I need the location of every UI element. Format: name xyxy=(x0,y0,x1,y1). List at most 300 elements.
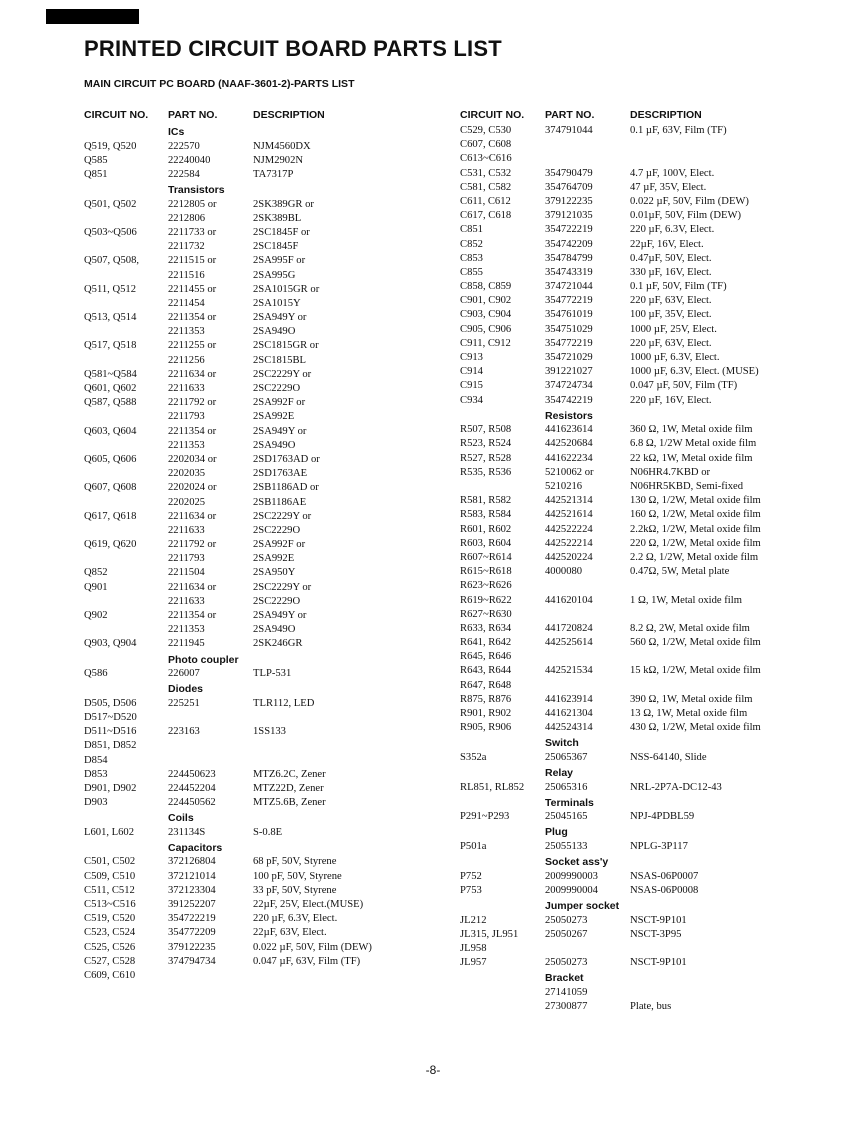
table-row xyxy=(460,452,860,466)
description-cell: 6.8 Ω, 1/2W Metal oxide film xyxy=(630,438,757,450)
section-label: Bracket xyxy=(545,972,584,985)
table-row xyxy=(460,323,860,337)
table-row xyxy=(84,453,444,467)
circuit-no-cell: Q581~Q584 xyxy=(84,368,137,380)
description-cell: 2SA992E xyxy=(253,411,295,423)
table-row xyxy=(460,152,860,166)
part-no-cell: 372121014 xyxy=(168,870,216,882)
left-column-headers xyxy=(84,106,444,124)
description-cell: 2SC2229Y or xyxy=(253,510,312,522)
part-no-cell: 2211634 or xyxy=(168,510,217,522)
part-no-cell: 354722219 xyxy=(545,224,593,236)
part-no-cell: 2211945 xyxy=(168,638,205,650)
circuit-no-cell xyxy=(460,986,545,1000)
circuit-no-cell xyxy=(84,212,168,226)
description-cell: 0.047 µF, 50V, Film (TF) xyxy=(630,380,738,392)
part-no-cell: 2211353 xyxy=(168,439,205,451)
circuit-no-cell xyxy=(84,595,168,609)
part-no-cell xyxy=(168,739,253,753)
part-no-cell: 354743319 xyxy=(545,266,593,278)
table-row xyxy=(84,870,444,884)
table-row xyxy=(460,167,860,181)
part-no-cell: 441623914 xyxy=(545,693,593,705)
part-no-cell: 354742219 xyxy=(545,394,593,406)
description-cell: NRL-2P7A-DC12-43 xyxy=(630,781,722,793)
description-cell: 0.47µF, 50V, Elect. xyxy=(630,252,712,264)
part-no-cell: 354721029 xyxy=(545,352,593,363)
description-cell: 220 µF, 6.3V, Elect. xyxy=(630,224,715,236)
table-row xyxy=(460,870,860,884)
circuit-no-cell: Q902 xyxy=(84,610,108,621)
circuit-no-cell: C527, C528 xyxy=(84,955,136,967)
right-parts-list xyxy=(460,124,860,1014)
part-no-cell: 2212806 xyxy=(168,212,206,224)
table-row xyxy=(84,410,444,424)
part-no-header: PART NO. xyxy=(168,109,218,121)
part-no-cell: 22240040 xyxy=(168,154,211,166)
table-row xyxy=(460,884,860,898)
circuit-no-cell: C858, C859 xyxy=(460,281,512,293)
table-row xyxy=(460,636,860,650)
section-label: Relay xyxy=(545,767,574,780)
table-row xyxy=(84,538,444,552)
table-row xyxy=(84,524,444,538)
part-no-cell: 2211633 xyxy=(168,595,205,607)
table-row xyxy=(460,365,860,379)
part-no-cell: 354742209 xyxy=(545,238,593,250)
description-cell: 2SC2229O xyxy=(253,383,301,394)
description-cell: 0.022 µF, 50V, Film (DEW) xyxy=(630,195,749,207)
part-no-cell xyxy=(168,711,253,725)
circuit-no-cell: P291~P293 xyxy=(460,811,510,823)
description-cell: 390 Ω, 1W, Metal oxide film xyxy=(630,693,753,705)
circuit-no-cell: R633, R634 xyxy=(460,622,512,634)
section-heading xyxy=(84,182,444,198)
description-header: DESCRIPTION xyxy=(253,109,325,121)
description-cell: 330 µF, 16V, Elect. xyxy=(630,266,712,278)
table-row xyxy=(84,926,444,940)
part-no-cell: 2211353 xyxy=(168,624,205,636)
table-row xyxy=(84,609,444,623)
page-number: -8- xyxy=(425,1063,441,1077)
part-no-cell: 2202034 or xyxy=(168,453,217,465)
description-cell: 22µF, 16V, Elect. xyxy=(630,238,704,250)
circuit-no-cell: C529, C530 xyxy=(460,125,512,136)
circuit-no-cell xyxy=(84,240,168,254)
circuit-no-cell: Q587, Q588 xyxy=(84,397,137,409)
table-row xyxy=(84,941,444,955)
part-no-cell xyxy=(545,138,630,152)
circuit-no-cell xyxy=(84,467,168,481)
circuit-no-cell xyxy=(84,325,168,339)
page-title: PRINTED CIRCUIT BOARD PARTS LIST xyxy=(84,36,502,61)
part-no-cell: 374724734 xyxy=(545,380,593,392)
part-no-cell: 2211354 or xyxy=(168,425,217,437)
description-cell: 220 µF, 63V, Elect. xyxy=(630,337,712,349)
part-no-cell: 354772219 xyxy=(545,337,593,349)
table-row xyxy=(84,269,444,283)
part-no-cell: 354761019 xyxy=(545,309,593,321)
circuit-no-cell: L601, L602 xyxy=(84,826,135,838)
description-cell: 2SC2229Y or xyxy=(253,581,312,593)
part-no-cell: 2211454 xyxy=(168,297,205,309)
section-label: Switch xyxy=(545,737,579,750)
section-spacer xyxy=(460,898,545,914)
part-no-cell: 374791044 xyxy=(545,125,593,136)
description-cell: 2SA949Y or xyxy=(253,610,307,621)
description-cell xyxy=(630,942,860,956)
left-parts-column xyxy=(84,106,444,983)
circuit-no-cell: C915 xyxy=(460,380,483,392)
description-cell: 15 kΩ, 1/2W, Metal oxide film xyxy=(630,665,761,677)
circuit-no-cell: R603, R604 xyxy=(460,537,512,549)
description-cell xyxy=(630,986,860,1000)
description-cell xyxy=(630,138,860,152)
circuit-no-cell xyxy=(84,269,168,283)
description-cell xyxy=(630,152,860,166)
section-spacer xyxy=(460,735,545,751)
description-cell xyxy=(630,650,860,664)
part-no-cell xyxy=(545,608,630,622)
circuit-no-cell: R641, R642 xyxy=(460,637,512,649)
part-no-cell: 354764709 xyxy=(545,181,593,193)
part-no-cell: 224450562 xyxy=(168,797,216,809)
circuit-no-cell: P501a xyxy=(460,840,487,852)
part-no-cell: 25055133 xyxy=(545,840,588,852)
description-cell: NJM2902N xyxy=(253,154,304,166)
description-cell: 2SK389BL xyxy=(253,212,302,224)
circuit-no-cell: P752 xyxy=(460,870,482,882)
description-cell: TA7317P xyxy=(253,168,294,180)
section-heading xyxy=(460,765,860,781)
part-no-cell: 2211515 or xyxy=(168,255,217,267)
description-cell: S-0.8E xyxy=(253,826,283,838)
part-no-cell: 372123304 xyxy=(168,884,216,896)
table-row xyxy=(84,297,444,311)
part-no-cell: 379122235 xyxy=(168,941,216,953)
description-cell: NSAS-06P0007 xyxy=(630,870,699,882)
part-no-cell: 2211633 xyxy=(168,524,205,536)
circuit-no-cell xyxy=(460,480,545,494)
circuit-no-cell: Q601, Q602 xyxy=(84,383,137,394)
table-row xyxy=(84,826,444,840)
table-row xyxy=(84,283,444,297)
circuit-no-cell: JL958 xyxy=(460,942,487,954)
part-no-cell: 442520684 xyxy=(545,438,593,450)
table-row xyxy=(84,581,444,595)
part-no-cell: 2212805 or xyxy=(168,198,217,210)
part-no-cell: 391252207 xyxy=(168,899,216,910)
circuit-no-cell: R523, R524 xyxy=(460,438,512,450)
table-row xyxy=(84,439,444,453)
circuit-no-cell xyxy=(84,410,168,424)
part-no-cell: 25050273 xyxy=(545,914,588,926)
description-cell: 2.2kΩ, 1/2W, Metal oxide film xyxy=(630,523,761,535)
description-cell: NSCT-9P101 xyxy=(630,914,687,926)
section-heading xyxy=(460,854,860,870)
part-no-cell xyxy=(168,754,253,768)
part-no-cell: 2211793 xyxy=(168,553,205,565)
table-row xyxy=(84,667,444,681)
table-row xyxy=(84,168,444,182)
table-row xyxy=(84,623,444,637)
table-row xyxy=(84,855,444,869)
description-cell: 2SC1845F or xyxy=(253,226,310,238)
section-label: Plug xyxy=(545,826,568,839)
part-no-cell: 2211255 or xyxy=(168,340,217,352)
part-no-cell: 224452204 xyxy=(168,782,216,794)
description-cell: 0.1 µF, 63V, Film (TF) xyxy=(630,125,727,136)
description-cell: 13 Ω, 1W, Metal oxide film xyxy=(630,708,748,719)
description-cell: 2SC1815GR or xyxy=(253,340,319,352)
table-row xyxy=(84,955,444,969)
circuit-no-cell: C511, C512 xyxy=(84,884,135,896)
section-heading xyxy=(84,124,444,140)
table-row xyxy=(84,240,444,254)
part-no-cell: 354751029 xyxy=(545,323,593,335)
circuit-no-cell: R601, R602 xyxy=(460,523,512,535)
part-no-cell: 374794734 xyxy=(168,955,216,967)
table-row xyxy=(84,796,444,810)
part-no-cell: 5210216 xyxy=(545,481,583,492)
part-no-cell: 372126804 xyxy=(168,856,216,868)
description-cell: 0.47Ω, 5W, Metal plate xyxy=(630,566,730,578)
circuit-no-cell xyxy=(84,552,168,566)
description-cell: 2SB1186AE xyxy=(253,496,307,508)
part-no-cell: 379121035 xyxy=(545,210,593,222)
description-cell xyxy=(253,711,443,725)
section-spacer xyxy=(460,765,545,781)
table-row xyxy=(84,467,444,481)
section-heading xyxy=(460,898,860,914)
table-row xyxy=(460,480,860,494)
description-cell: TLP-531 xyxy=(253,668,292,680)
circuit-no-cell: C501, C502 xyxy=(84,856,136,868)
description-cell: 360 Ω, 1W, Metal oxide film xyxy=(630,424,753,436)
table-row xyxy=(460,379,860,393)
part-no-cell xyxy=(545,650,630,664)
circuit-no-cell: R623~R626 xyxy=(460,580,512,592)
description-cell: 220 µF, 6.3V, Elect. xyxy=(253,913,338,925)
circuit-no-cell: R619~R622 xyxy=(460,594,512,606)
section-label: Photo coupler xyxy=(168,653,239,666)
part-no-cell xyxy=(545,679,630,693)
part-no-cell: 231134S xyxy=(168,826,206,838)
table-row xyxy=(460,437,860,451)
circuit-no-cell: Q603, Q604 xyxy=(84,425,137,437)
circuit-no-cell: C901, C902 xyxy=(460,295,512,307)
part-no-cell: 27141059 xyxy=(545,986,588,998)
description-cell: 100 µF, 35V, Elect. xyxy=(630,309,712,321)
part-no-cell: 442521534 xyxy=(545,665,593,677)
description-cell: NSAS-06P0008 xyxy=(630,884,699,896)
table-row xyxy=(84,595,444,609)
part-no-cell: 442522224 xyxy=(545,523,593,535)
table-row xyxy=(460,928,860,942)
part-no-cell: 2202035 xyxy=(168,468,206,480)
circuit-no-cell: Q619, Q620 xyxy=(84,539,137,551)
circuit-no-cell: R875, R876 xyxy=(460,693,512,705)
circuit-no-header: CIRCUIT NO. xyxy=(84,109,149,121)
part-no-cell: 354722219 xyxy=(168,913,216,925)
part-no-cell: 223163 xyxy=(168,726,200,738)
table-row xyxy=(460,181,860,195)
circuit-no-cell: C613~C616 xyxy=(460,153,512,165)
circuit-no-cell xyxy=(84,496,168,510)
part-no-cell: 354772209 xyxy=(168,927,216,939)
section-heading xyxy=(84,840,444,856)
part-no-cell: 2211792 or xyxy=(168,539,217,551)
circuit-no-cell: C903, C904 xyxy=(460,309,512,321)
part-no-cell: 25050273 xyxy=(545,957,588,969)
section-heading xyxy=(84,652,444,668)
part-no-cell: 224450623 xyxy=(168,768,216,780)
description-cell: 220 Ω, 1/2W, Metal oxide film xyxy=(630,537,761,549)
part-no-cell: 2211733 or xyxy=(168,226,217,238)
part-no-cell: 25050267 xyxy=(545,928,588,940)
table-row xyxy=(460,551,860,565)
section-label: Coils xyxy=(168,812,194,825)
circuit-no-cell: D505, D506 xyxy=(84,697,137,709)
part-no-cell: 2009990004 xyxy=(545,884,598,896)
part-no-cell xyxy=(545,152,630,166)
table-row xyxy=(460,664,860,678)
circuit-no-cell: C509, C510 xyxy=(84,870,136,882)
table-row xyxy=(460,693,860,707)
table-row xyxy=(84,254,444,268)
circuit-no-cell: Q519, Q520 xyxy=(84,140,137,152)
part-no-cell: 2211516 xyxy=(168,269,205,281)
circuit-no-cell: R645, R646 xyxy=(460,651,512,663)
section-label: Jumper socket xyxy=(545,900,620,912)
part-no-cell: 391221027 xyxy=(545,366,593,378)
table-row xyxy=(460,195,860,209)
part-no-cell: 2202024 or xyxy=(168,482,217,494)
description-cell: 2SK246GR xyxy=(253,638,303,650)
circuit-no-cell: C581, C582 xyxy=(460,181,512,193)
section-spacer xyxy=(460,854,545,870)
part-no-cell: 442524314 xyxy=(545,722,593,734)
description-cell: 0.047 µF, 63V, Film (TF) xyxy=(253,955,361,967)
part-no-cell: 2211455 or xyxy=(168,283,217,295)
description-cell: 130 Ω, 1/2W, Metal oxide film xyxy=(630,495,761,507)
table-row xyxy=(460,608,860,622)
section-label: Socket ass'y xyxy=(545,856,609,869)
part-no-cell: 2211732 xyxy=(168,241,205,253)
table-row xyxy=(460,280,860,294)
right-parts-column xyxy=(460,106,860,1014)
section-spacer xyxy=(84,810,168,826)
circuit-no-cell: C531, C532 xyxy=(460,167,512,179)
circuit-no-cell: RL851, RL852 xyxy=(460,781,525,793)
circuit-no-cell: D517~D520 xyxy=(84,711,137,723)
part-no-cell: 2211633 xyxy=(168,383,205,394)
part-no-cell: 2211634 or xyxy=(168,368,217,380)
description-cell: 2SA992E xyxy=(253,553,295,565)
circuit-no-cell: C851 xyxy=(460,224,483,236)
part-no-cell: 2211504 xyxy=(168,567,205,579)
table-row xyxy=(460,579,860,593)
description-cell: 68 pF, 50V, Styrene xyxy=(253,856,337,868)
table-row xyxy=(460,124,860,138)
table-row xyxy=(84,739,444,753)
circuit-no-cell: Q585 xyxy=(84,154,108,166)
description-cell: 2SA950Y xyxy=(253,567,296,579)
part-no-cell: 2211793 xyxy=(168,411,205,423)
description-header: DESCRIPTION xyxy=(630,109,702,121)
table-row xyxy=(84,510,444,524)
table-row xyxy=(460,986,860,1000)
table-row xyxy=(460,209,860,223)
description-cell: 2SK389GR or xyxy=(253,198,314,210)
part-no-cell: 2211634 or xyxy=(168,581,217,593)
circuit-no-cell: R581, R582 xyxy=(460,495,512,507)
description-cell: MTZ6.2C, Zener xyxy=(253,768,326,780)
description-cell: NJM4560DX xyxy=(253,140,311,152)
table-row xyxy=(460,494,860,508)
circuit-no-cell: D853 xyxy=(84,768,108,780)
description-cell: 0.1 µF, 50V, Film (TF) xyxy=(630,281,727,293)
part-no-cell: 442521314 xyxy=(545,495,593,507)
circuit-no-cell: C609, C610 xyxy=(84,969,136,981)
part-no-cell: 27300877 xyxy=(545,1000,588,1012)
part-no-cell: 226007 xyxy=(168,668,200,680)
section-label: Diodes xyxy=(168,683,204,696)
table-row xyxy=(460,594,860,608)
table-row xyxy=(460,223,860,237)
table-row xyxy=(460,721,860,735)
circuit-no-cell: Q901 xyxy=(84,581,108,593)
description-cell: 4.7 µF, 100V, Elect. xyxy=(630,167,715,179)
description-cell: NSS-64140, Slide xyxy=(630,751,707,763)
part-no-cell: 442520224 xyxy=(545,551,593,563)
circuit-no-cell: R615~R618 xyxy=(460,566,512,578)
description-cell: 33 pF, 50V, Styrene xyxy=(253,884,337,896)
table-row xyxy=(460,466,860,480)
part-no-cell xyxy=(545,579,630,593)
section-label: Transistors xyxy=(168,184,225,197)
description-cell: 160 Ω, 1/2W, Metal oxide film xyxy=(630,509,761,521)
part-no-cell: 4000080 xyxy=(545,566,583,578)
page-subtitle: MAIN CIRCUIT PC BOARD (NAAF-3601-2)-PARTS LIST xyxy=(84,78,355,90)
part-no-cell: 442525614 xyxy=(545,637,593,649)
description-cell: N06HR5KBD, Semi-fixed xyxy=(630,481,743,492)
description-cell: 22µF, 63V, Elect. xyxy=(253,927,327,939)
description-cell: NSCT-9P101 xyxy=(630,957,687,969)
circuit-no-cell xyxy=(460,1000,545,1014)
section-label: Capacitors xyxy=(168,841,223,854)
circuit-no-cell: P753 xyxy=(460,884,482,896)
table-row xyxy=(84,354,444,368)
table-row xyxy=(84,912,444,926)
circuit-no-cell xyxy=(84,623,168,637)
table-row xyxy=(460,138,860,152)
table-row xyxy=(84,782,444,796)
section-spacer xyxy=(460,824,545,840)
description-cell: Plate, bus xyxy=(630,1000,672,1012)
circuit-no-cell: D903 xyxy=(84,797,108,809)
circuit-no-cell: C855 xyxy=(460,266,483,278)
circuit-no-cell xyxy=(84,297,168,311)
circuit-no-cell: D901, D902 xyxy=(84,782,137,794)
section-heading xyxy=(460,795,860,811)
description-cell: 1000 µF, 6.3V, Elect. (MUSE) xyxy=(630,366,759,378)
description-cell: 47 µF, 35V, Elect. xyxy=(630,181,707,193)
circuit-no-cell: R607~R614 xyxy=(460,551,512,563)
description-cell: 22µF, 25V, Elect.(MUSE) xyxy=(253,899,364,910)
description-cell: MTZ22D, Zener xyxy=(253,782,324,794)
part-no-cell xyxy=(168,969,253,983)
